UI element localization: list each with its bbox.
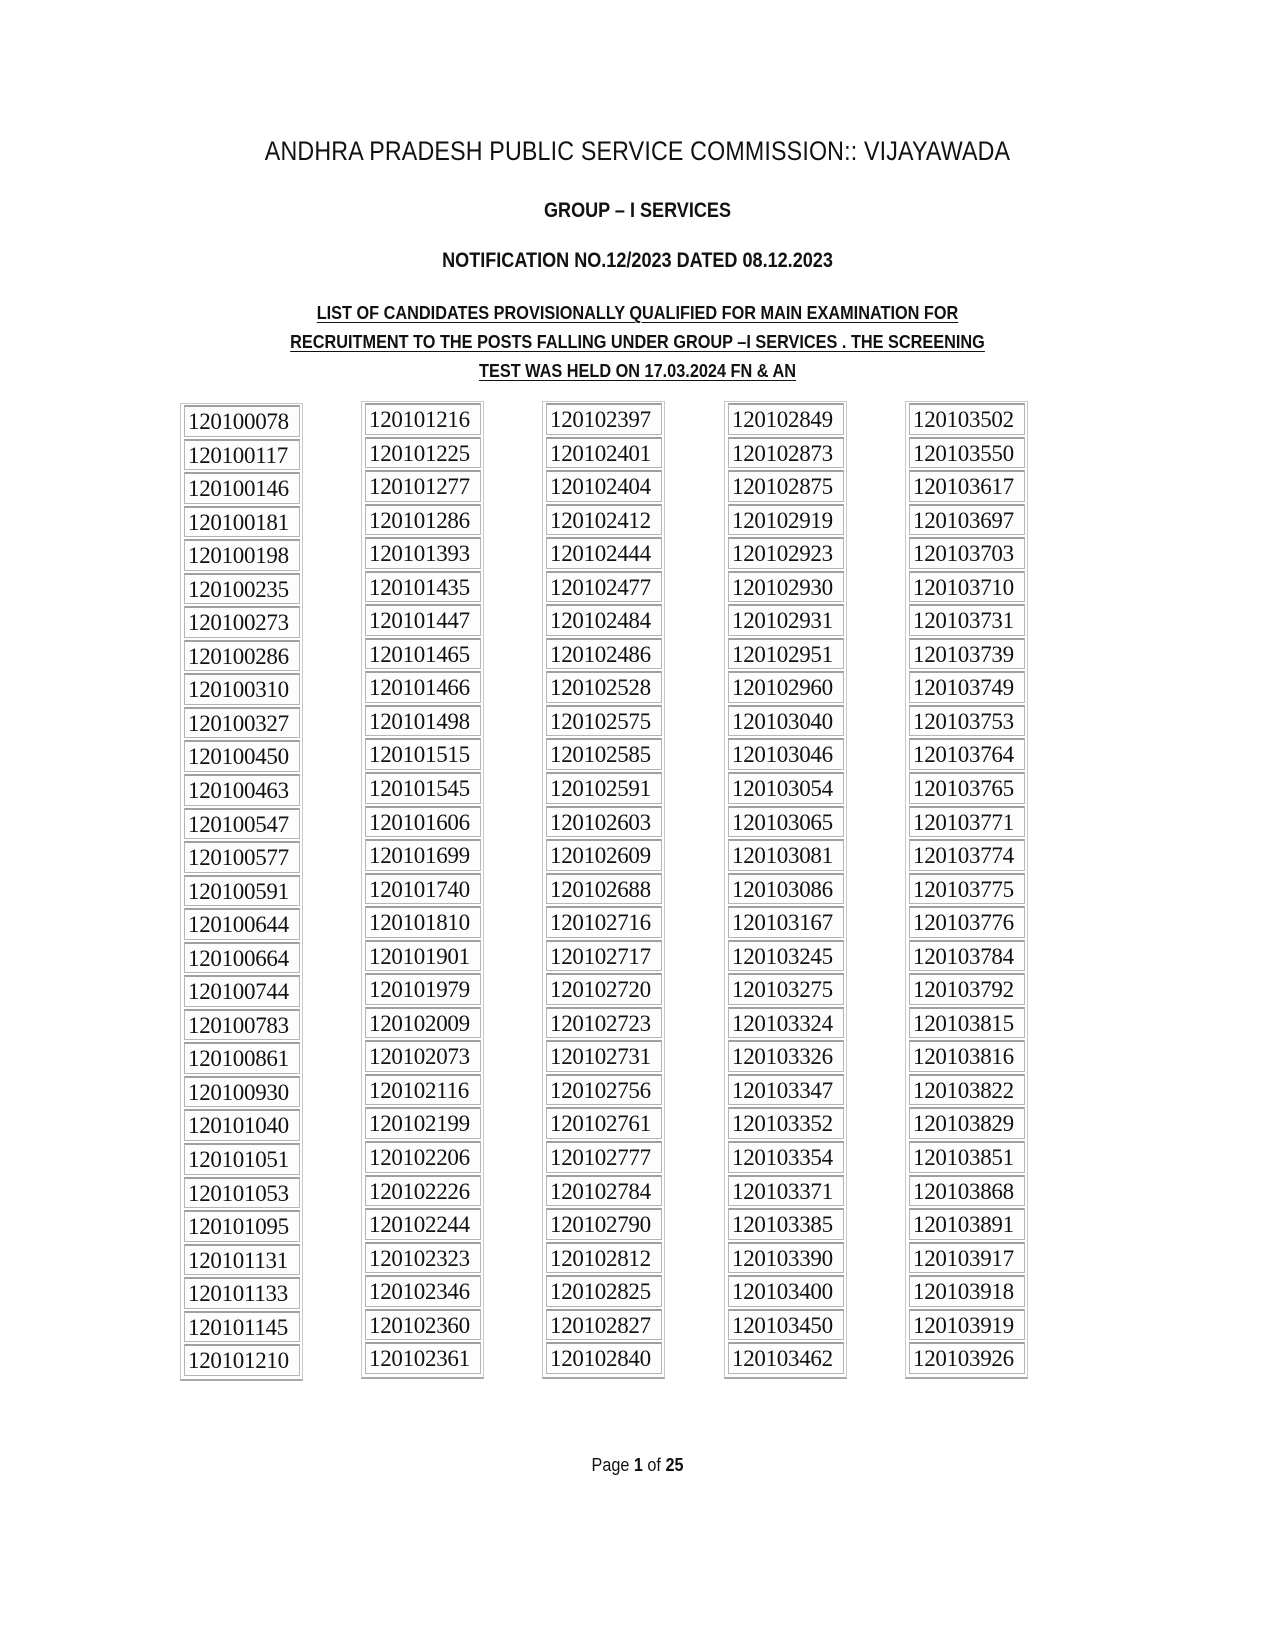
heading-line-2: RECRUITMENT TO THE POSTS FALLING UNDER GROUP –I SERVICES . THE SCREENING — [290, 331, 985, 352]
hall-ticket-number: 120102603 — [546, 806, 662, 838]
hall-ticket-number: 120103764 — [909, 738, 1025, 770]
hall-ticket-number: 120103390 — [728, 1242, 844, 1274]
hall-ticket-number: 120101465 — [365, 638, 481, 670]
hall-ticket-number: 120100861 — [184, 1042, 300, 1074]
hall-ticket-number: 120103775 — [909, 873, 1025, 905]
hall-ticket-number: 120100286 — [184, 640, 300, 672]
hall-ticket-number: 120103450 — [728, 1309, 844, 1341]
hall-ticket-number: 120102528 — [546, 671, 662, 703]
hall-ticket-number: 120102401 — [546, 437, 662, 469]
hall-ticket-number: 120100591 — [184, 875, 300, 907]
hall-ticket-number: 120101435 — [365, 571, 481, 603]
hall-ticket-number: 120101210 — [184, 1344, 300, 1376]
hall-ticket-number: 120102444 — [546, 537, 662, 569]
hall-ticket-number: 120103816 — [909, 1040, 1025, 1072]
hall-ticket-number: 120103703 — [909, 537, 1025, 569]
total-pages: 25 — [665, 1455, 684, 1475]
hall-ticket-number: 120103354 — [728, 1141, 844, 1173]
hall-ticket-number: 120102404 — [546, 470, 662, 502]
hall-ticket-number: 120102717 — [546, 940, 662, 972]
hall-ticket-number: 120100664 — [184, 942, 300, 974]
hall-ticket-number: 120100078 — [184, 405, 300, 437]
hall-ticket-number: 120102875 — [728, 470, 844, 502]
hall-ticket-number: 120103040 — [728, 705, 844, 737]
hall-ticket-number: 120102716 — [546, 906, 662, 938]
hall-ticket-number: 120103851 — [909, 1141, 1025, 1173]
hall-ticket-number: 120102688 — [546, 873, 662, 905]
hall-ticket-number: 120102585 — [546, 738, 662, 770]
hall-ticket-number: 120103462 — [728, 1342, 844, 1374]
hall-ticket-number: 120101979 — [365, 973, 481, 1005]
hall-ticket-column-4 — [724, 401, 847, 1379]
hall-ticket-number: 120100235 — [184, 573, 300, 605]
hall-ticket-number: 120102825 — [546, 1275, 662, 1307]
hall-ticket-number: 120103245 — [728, 940, 844, 972]
hall-ticket-number: 120100577 — [184, 841, 300, 873]
hall-ticket-number: 120102477 — [546, 571, 662, 603]
hall-ticket-number: 120101145 — [184, 1311, 300, 1343]
hall-ticket-number: 120102575 — [546, 705, 662, 737]
hall-ticket-number: 120101810 — [365, 906, 481, 938]
hall-ticket-number: 120103400 — [728, 1275, 844, 1307]
hall-ticket-number: 120103771 — [909, 806, 1025, 838]
hall-ticket-number: 120102840 — [546, 1342, 662, 1374]
hall-ticket-number: 120102323 — [365, 1242, 481, 1274]
hall-ticket-number: 120103784 — [909, 940, 1025, 972]
hall-ticket-number: 120103774 — [909, 839, 1025, 871]
hall-ticket-number: 120103046 — [728, 738, 844, 770]
hall-ticket-number: 120102206 — [365, 1141, 481, 1173]
heading-line-1: LIST OF CANDIDATES PROVISIONALLY QUALIFIED FOR MAIN EXAMINATION FOR — [316, 302, 959, 323]
hall-ticket-number: 120100450 — [184, 740, 300, 772]
hall-ticket-number: 120102931 — [728, 604, 844, 636]
hall-ticket-number: 120103550 — [909, 437, 1025, 469]
hall-ticket-number: 120102116 — [365, 1074, 481, 1106]
hall-ticket-number: 120101515 — [365, 738, 481, 770]
hall-ticket-number: 120101447 — [365, 604, 481, 636]
hall-ticket-number: 120102346 — [365, 1275, 481, 1307]
hall-ticket-number: 120102812 — [546, 1242, 662, 1274]
hall-ticket-number: 120102919 — [728, 504, 844, 536]
hall-ticket-number: 120101133 — [184, 1277, 300, 1309]
hall-ticket-number: 120103347 — [728, 1074, 844, 1106]
hall-ticket-number: 120102827 — [546, 1309, 662, 1341]
hall-ticket-number: 120100783 — [184, 1009, 300, 1041]
hall-ticket-number: 120103776 — [909, 906, 1025, 938]
hall-ticket-number: 120100327 — [184, 707, 300, 739]
of-label: of — [647, 1455, 661, 1475]
hall-ticket-number: 120100146 — [184, 472, 300, 504]
hall-ticket-number: 120103385 — [728, 1208, 844, 1240]
hall-ticket-number: 120102731 — [546, 1040, 662, 1072]
hall-ticket-number: 120100644 — [184, 908, 300, 940]
hall-ticket-number: 120103926 — [909, 1342, 1025, 1374]
hall-ticket-number: 120102360 — [365, 1309, 481, 1341]
hall-ticket-number: 120102073 — [365, 1040, 481, 1072]
hall-ticket-number: 120101466 — [365, 671, 481, 703]
hall-ticket-number: 120102412 — [546, 504, 662, 536]
hall-ticket-number: 120102199 — [365, 1107, 481, 1139]
hall-ticket-number: 120101699 — [365, 839, 481, 871]
hall-ticket-number: 120102486 — [546, 638, 662, 670]
hall-ticket-number: 120103753 — [909, 705, 1025, 737]
page-label: Page — [591, 1455, 630, 1475]
hall-ticket-number: 120101498 — [365, 705, 481, 737]
hall-ticket-number: 120101225 — [365, 437, 481, 469]
hall-ticket-number: 120102761 — [546, 1107, 662, 1139]
hall-ticket-number: 120101740 — [365, 873, 481, 905]
hall-ticket-number: 120103731 — [909, 604, 1025, 636]
hall-ticket-number: 120103918 — [909, 1275, 1025, 1307]
hall-ticket-number: 120102591 — [546, 772, 662, 804]
hall-ticket-number: 120103324 — [728, 1007, 844, 1039]
hall-ticket-number: 120102361 — [365, 1342, 481, 1374]
hall-ticket-number: 120103765 — [909, 772, 1025, 804]
hall-ticket-number: 120103919 — [909, 1309, 1025, 1341]
hall-ticket-number: 120103917 — [909, 1242, 1025, 1274]
hall-ticket-number: 120102849 — [728, 403, 844, 435]
hall-ticket-number: 120101393 — [365, 537, 481, 569]
hall-ticket-number: 120103065 — [728, 806, 844, 838]
hall-ticket-number: 120102873 — [728, 437, 844, 469]
hall-ticket-number: 120100463 — [184, 774, 300, 806]
hall-ticket-number: 120102484 — [546, 604, 662, 636]
hall-ticket-number: 120101053 — [184, 1177, 300, 1209]
hall-ticket-column-2 — [361, 401, 484, 1379]
hall-ticket-number: 120103371 — [728, 1175, 844, 1207]
hall-ticket-number: 120103710 — [909, 571, 1025, 603]
hall-ticket-number: 120101277 — [365, 470, 481, 502]
hall-ticket-number: 120101901 — [365, 940, 481, 972]
page-footer — [64, 1455, 1212, 1476]
hall-ticket-number: 120103054 — [728, 772, 844, 804]
hall-ticket-number: 120102009 — [365, 1007, 481, 1039]
hall-ticket-number: 120103086 — [728, 873, 844, 905]
hall-ticket-number: 120100930 — [184, 1076, 300, 1108]
hall-ticket-number: 120100547 — [184, 808, 300, 840]
hall-ticket-number: 120103502 — [909, 403, 1025, 435]
hall-ticket-number: 120100310 — [184, 673, 300, 705]
commission-title: ANDHRA PRADESH PUBLIC SERVICE COMMISSION:: VIJAYAWADA — [264, 136, 1011, 166]
list-heading — [244, 298, 1032, 385]
hall-ticket-number: 120102723 — [546, 1007, 662, 1039]
hall-ticket-number: 120102777 — [546, 1141, 662, 1173]
hall-ticket-number: 120102790 — [546, 1208, 662, 1240]
hall-ticket-number: 120102784 — [546, 1175, 662, 1207]
hall-ticket-number: 120103822 — [909, 1074, 1025, 1106]
current-page: 1 — [633, 1455, 643, 1475]
hall-ticket-number: 120103815 — [909, 1007, 1025, 1039]
hall-ticket-number: 120101286 — [365, 504, 481, 536]
hall-ticket-number: 120103792 — [909, 973, 1025, 1005]
hall-ticket-number: 120101095 — [184, 1210, 300, 1242]
hall-ticket-number: 120103275 — [728, 973, 844, 1005]
hall-ticket-number: 120102960 — [728, 671, 844, 703]
hall-ticket-number: 120100117 — [184, 439, 300, 471]
hall-ticket-number: 120102244 — [365, 1208, 481, 1240]
hall-ticket-number: 120102609 — [546, 839, 662, 871]
hall-ticket-number: 120103829 — [909, 1107, 1025, 1139]
heading-line-3: TEST WAS HELD ON 17.03.2024 FN & AN — [479, 360, 796, 381]
notification-line: NOTIFICATION NO.12/2023 DATED 08.12.2023 — [442, 249, 833, 272]
hall-ticket-number: 120102720 — [546, 973, 662, 1005]
hall-ticket-number: 120101131 — [184, 1244, 300, 1276]
hall-ticket-number: 120103617 — [909, 470, 1025, 502]
hall-ticket-number: 120100744 — [184, 975, 300, 1007]
hall-ticket-number: 120103749 — [909, 671, 1025, 703]
hall-ticket-number: 120103326 — [728, 1040, 844, 1072]
hall-ticket-number: 120101545 — [365, 772, 481, 804]
hall-ticket-column-5 — [905, 401, 1028, 1379]
hall-ticket-number: 120103739 — [909, 638, 1025, 670]
hall-ticket-number: 120100198 — [184, 539, 300, 571]
hall-ticket-column-3 — [542, 401, 665, 1379]
hall-ticket-number: 120102226 — [365, 1175, 481, 1207]
candidate-columns — [0, 403, 1275, 1403]
hall-ticket-number: 120103868 — [909, 1175, 1025, 1207]
services-subtitle: GROUP – I SERVICES — [543, 199, 732, 222]
hall-ticket-number: 120103081 — [728, 839, 844, 871]
hall-ticket-number: 120101040 — [184, 1109, 300, 1141]
hall-ticket-number: 120101606 — [365, 806, 481, 838]
hall-ticket-number: 120102397 — [546, 403, 662, 435]
hall-ticket-number: 120100273 — [184, 606, 300, 638]
hall-ticket-number: 120103697 — [909, 504, 1025, 536]
hall-ticket-number: 120102951 — [728, 638, 844, 670]
hall-ticket-number: 120101216 — [365, 403, 481, 435]
hall-ticket-number: 120101051 — [184, 1143, 300, 1175]
hall-ticket-number: 120100181 — [184, 506, 300, 538]
hall-ticket-number: 120103352 — [728, 1107, 844, 1139]
hall-ticket-number: 120103167 — [728, 906, 844, 938]
hall-ticket-number: 120102930 — [728, 571, 844, 603]
hall-ticket-column-1 — [180, 403, 303, 1381]
hall-ticket-number: 120102756 — [546, 1074, 662, 1106]
hall-ticket-number: 120102923 — [728, 537, 844, 569]
hall-ticket-number: 120103891 — [909, 1208, 1025, 1240]
